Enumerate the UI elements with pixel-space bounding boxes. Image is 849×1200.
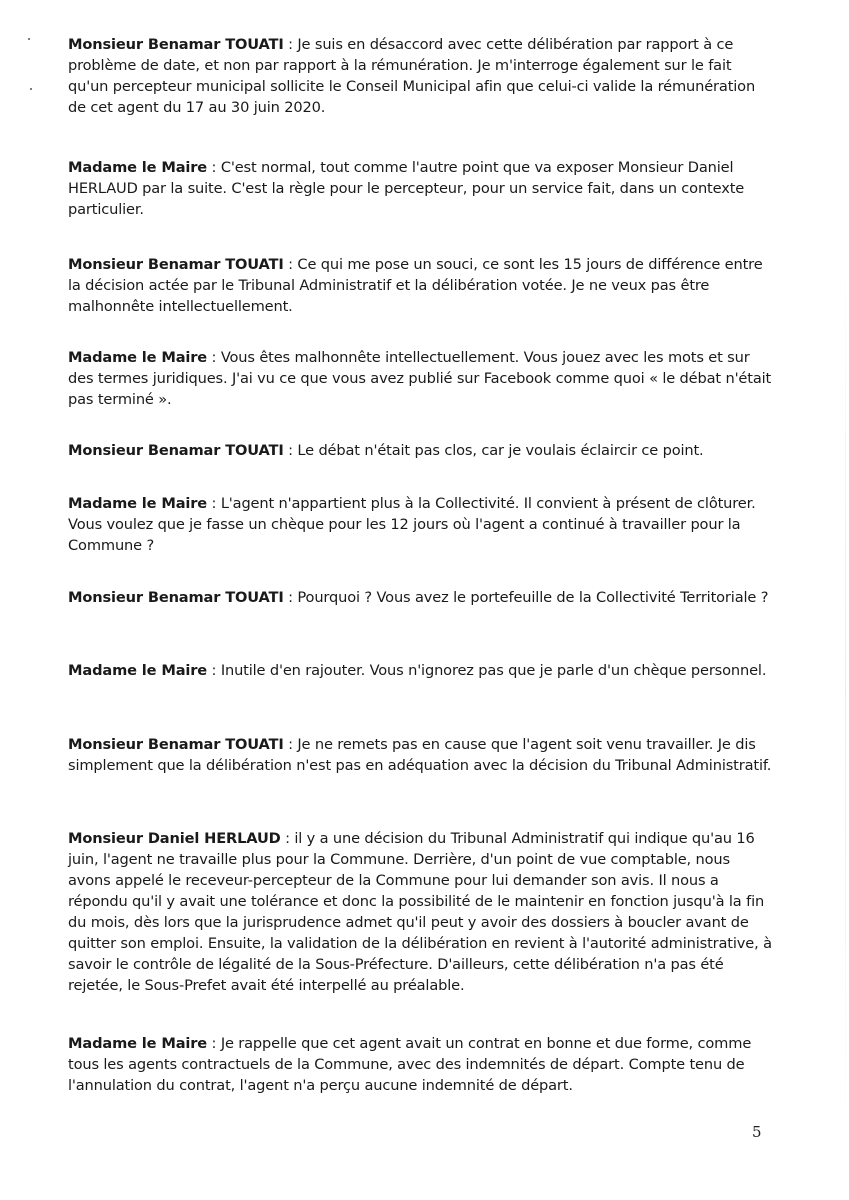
speaker-name: Madame le Maire [68, 662, 208, 679]
separator: : [207, 662, 221, 679]
speech-entry [68, 493, 773, 556]
speech-text: Le débat n'était pas clos, car je voulais éclaircir ce point. [297, 442, 704, 459]
speech-text: Inutile d'en rajouter. Vous n'ignorez pas que je parle d'un chèque personnel. [220, 662, 767, 679]
separator: : [207, 159, 221, 176]
scan-edge-shadow [845, 240, 846, 1140]
speech-entry [68, 828, 773, 996]
separator: : [283, 442, 298, 459]
speech-text: il y a une décision du Tribunal Administratif qui indique qu'au 16 juin, l'agent ne travaille plus pour la Commune. Derrière, d'un point de vue comptable, nous avons appelé le receveur-percepteur de la Commune pour lui demander son avis. Il nous a répondu qu'il y avait une tolérance et donc la possibilité de le maintenir en fonction jusqu'à la fin du mois, dès lors que la jurisprudence admet qu'il peut y avoir des dossiers à boucler avant de quitter son emploi. Ensuite, la validation de la délibération en revient à l'autorité administrative, à savoir le contrôle de légalité de la Sous-Préfecture. D'ailleurs, cette délibération n'a pas été rejetée, le Sous-Prefet avait été interpellé au préalable. [68, 830, 772, 994]
speech-entry [68, 157, 773, 220]
separator: : [280, 830, 295, 847]
speaker-name: Monsieur Benamar TOUATI [68, 36, 284, 53]
speech-text: Je ne remets pas en cause que l'agent soit venu travailler. Je dis simplement que la délibération n'est pas en adéquation avec la décision du Tribunal Administratif. [68, 736, 772, 774]
scan-speck [30, 88, 32, 90]
separator: : [283, 736, 298, 753]
separator: : [207, 495, 221, 512]
speech-entry [68, 1033, 773, 1096]
speech-text: Ce qui me pose un souci, ce sont les 15 jours de différence entre la décision actée par le Tribunal Administratif et la délibération votée. Je ne veux pas être malhonnête intellectuellement. [68, 256, 763, 315]
speaker-name: Monsieur Daniel HERLAUD [68, 830, 281, 847]
speech-text: Je suis en désaccord avec cette délibération par rapport à ce problème de date, et non par rapport à la rémunération. Je m'interroge également sur le fait qu'un percepteur municipal sollicite le Conseil Municipal afin que celui-ci valide la rémunération de cet agent du 17 au 30 juin 2020. [68, 36, 756, 116]
speech-text: C'est normal, tout comme l'autre point que va exposer Monsieur Daniel HERLAUD par la suite. C'est la règle pour le percepteur, pour un service fait, dans un contexte particulier. [68, 159, 745, 218]
speech-entry [68, 34, 773, 118]
speaker-name: Monsieur Benamar TOUATI [68, 589, 284, 606]
separator: : [283, 589, 298, 606]
scan-speck [28, 38, 30, 40]
speech-entry [68, 440, 773, 461]
separator: : [283, 36, 298, 53]
speech-text: Vous êtes malhonnête intellectuellement. Vous jouez avec les mots et sur des termes juridiques. J'ai vu ce que vous avez publié sur Facebook comme quoi « le débat n'était pas terminé ». [68, 349, 772, 408]
speech-entry [68, 660, 773, 681]
speaker-name: Monsieur Benamar TOUATI [68, 736, 284, 753]
speaker-name: Madame le Maire [68, 159, 208, 176]
speech-entry [68, 347, 773, 410]
speaker-name: Madame le Maire [68, 1035, 208, 1052]
separator: : [207, 1035, 221, 1052]
separator: : [283, 256, 298, 273]
speaker-name: Madame le Maire [68, 495, 208, 512]
speech-entry [68, 587, 773, 608]
speech-text: Pourquoi ? Vous avez le portefeuille de la Collectivité Territoriale ? [297, 589, 769, 606]
page-number: 5 [752, 1123, 762, 1141]
speaker-name: Monsieur Benamar TOUATI [68, 442, 284, 459]
speech-entry [68, 734, 773, 776]
speaker-name: Monsieur Benamar TOUATI [68, 256, 284, 273]
speech-text: Je rappelle que cet agent avait un contrat en bonne et due forme, comme tous les agents contractuels de la Commune, avec des indemnités de départ. Compte tenu de l'annulation du contrat, l'agent n'a perçu aucune indemnité de départ. [68, 1035, 752, 1094]
separator: : [207, 349, 221, 366]
speech-entry [68, 254, 773, 317]
speaker-name: Madame le Maire [68, 349, 208, 366]
speech-text: L'agent n'appartient plus à la Collectivité. Il convient à présent de clôturer. Vous voulez que je fasse un chèque pour les 12 jours où l'agent a continué à travailler pour la Commune ? [68, 495, 756, 554]
